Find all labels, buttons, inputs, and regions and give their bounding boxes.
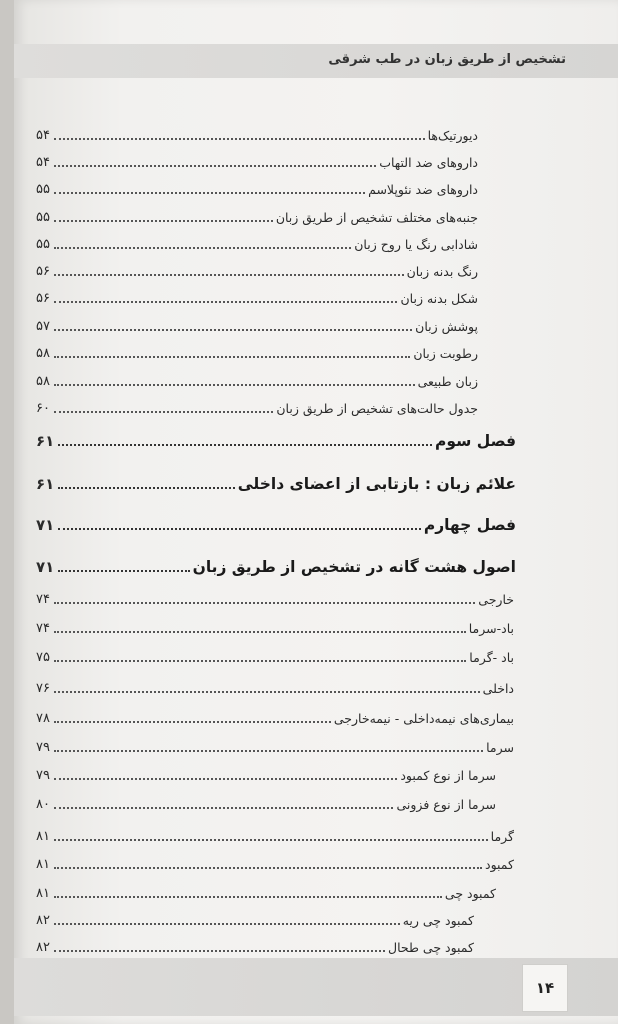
toc-entry <box>36 793 496 815</box>
toc-entry-title: باد-سرما <box>468 620 514 636</box>
toc-entry <box>36 825 514 847</box>
toc-entry-title: فصل سوم <box>435 432 516 450</box>
toc-entry-title: کمبود چی طحال <box>388 939 474 955</box>
leader-dots <box>54 923 400 925</box>
toc-entry-page: ۷۹ <box>36 767 50 783</box>
toc-entry-page: ۵۶ <box>36 290 50 306</box>
toc-entry-page: ۷۹ <box>36 739 50 755</box>
toc-entry-page: ۶۰ <box>36 400 50 416</box>
toc-entry-title: فصل چهارم <box>423 516 516 534</box>
table-of-contents <box>14 0 618 1024</box>
toc-entry-title: سرما از نوع فزونی <box>396 796 496 812</box>
toc-entry-title: کمبود چی <box>444 885 496 901</box>
leader-dots <box>54 750 483 752</box>
toc-entry-title: داروهای ضد نئوپلاسم <box>368 181 478 197</box>
toc-entry-page: ۷۴ <box>36 620 50 636</box>
toc-entry <box>36 617 514 639</box>
toc-entry <box>36 260 478 282</box>
toc-entry-title: گرما <box>490 828 514 844</box>
leader-dots <box>54 301 398 303</box>
toc-entry-page: ۵۵ <box>36 236 50 252</box>
toc-entry-title: جدول حالت‌های تشخیص از طریق زبان <box>276 400 478 416</box>
toc-entry-title: داروهای ضد التهاب <box>379 154 478 170</box>
toc-entry <box>36 588 514 610</box>
leader-dots <box>58 444 432 446</box>
toc-chapter-entry <box>36 471 516 497</box>
leader-dots <box>54 165 376 167</box>
toc-entry <box>36 178 478 200</box>
leader-dots <box>54 721 331 723</box>
toc-entry-page: ۶۱ <box>36 432 55 450</box>
toc-entry <box>36 342 478 364</box>
toc-entry <box>36 206 478 228</box>
leader-dots <box>54 247 351 249</box>
toc-entry-page: ۷۸ <box>36 710 50 726</box>
toc-entry <box>36 646 514 668</box>
toc-entry-page: ۵۴ <box>36 154 50 170</box>
toc-entry-title: زبان طبیعی <box>417 373 478 389</box>
leader-dots <box>54 192 365 194</box>
toc-entry-title: پوشش زبان <box>415 318 478 334</box>
toc-entry <box>36 287 478 309</box>
running-header-title: تشخیص از طریق زبان در طب شرقی <box>328 52 566 67</box>
toc-entry-page: ۵۵ <box>36 181 50 197</box>
leader-dots <box>58 487 234 489</box>
toc-entry-page: ۵۶ <box>36 263 50 279</box>
toc-entry-title: داخلی <box>482 680 514 696</box>
toc-entry-page: ۵۷ <box>36 318 50 334</box>
toc-entry-title: سرما <box>486 739 514 755</box>
leader-dots <box>54 660 466 662</box>
leader-dots <box>58 528 421 530</box>
toc-entry <box>36 707 514 729</box>
toc-entry-title: باد -گرما <box>469 649 514 665</box>
toc-entry-title: بیماری‌های نیمه‌داخلی - نیمه‌خارجی <box>333 710 514 726</box>
leader-dots <box>54 138 425 140</box>
leader-dots <box>54 220 273 222</box>
toc-entry-title: رنگ بدنه زبان <box>406 263 478 279</box>
leader-dots <box>58 570 189 572</box>
leader-dots <box>54 807 394 809</box>
toc-entry-title: شکل بدنه زبان <box>400 290 478 306</box>
leader-dots <box>54 691 480 693</box>
leader-dots <box>54 384 415 386</box>
toc-entry <box>36 151 478 173</box>
leader-dots <box>54 867 482 869</box>
toc-entry <box>36 233 478 255</box>
toc-entry-title: اصول هشت گانه در تشخیص از طریق زبان <box>192 558 516 576</box>
toc-entry <box>36 882 496 904</box>
leader-dots <box>54 329 412 331</box>
toc-entry-page: ۵۵ <box>36 209 50 225</box>
toc-entry-page: ۶۱ <box>36 475 55 493</box>
toc-entry <box>36 397 478 419</box>
toc-entry-page: ۷۶ <box>36 680 50 696</box>
leader-dots <box>54 896 442 898</box>
toc-chapter-entry <box>36 428 516 454</box>
toc-entry-page: ۵۸ <box>36 373 50 389</box>
page-number: ۱۴ <box>522 964 568 1012</box>
leader-dots <box>54 602 475 604</box>
toc-entry-page: ۷۱ <box>36 558 55 576</box>
toc-entry <box>36 909 474 931</box>
leader-dots <box>54 778 397 780</box>
toc-entry <box>36 677 514 699</box>
toc-entry-page: ۸۲ <box>36 912 50 928</box>
toc-entry-title: کمبود چی ریه <box>402 912 474 928</box>
toc-entry-title: سرما از نوع کمبود <box>400 767 496 783</box>
toc-entry <box>36 736 514 758</box>
toc-entry-page: ۷۵ <box>36 649 50 665</box>
leader-dots <box>54 839 488 841</box>
toc-entry-title: علائم زبان : بازتابی از اعضای داخلی <box>237 475 516 493</box>
toc-entry-title: خارجی <box>478 591 514 607</box>
leader-dots <box>54 356 410 358</box>
toc-entry <box>36 853 514 875</box>
toc-entry <box>36 370 478 392</box>
toc-chapter-entry <box>36 554 516 580</box>
toc-entry <box>36 315 478 337</box>
toc-entry-title: دیورتیک‌ها <box>427 127 478 143</box>
leader-dots <box>54 411 273 413</box>
toc-chapter-entry <box>36 512 516 538</box>
toc-entry-title: رطوبت زبان <box>413 345 478 361</box>
leader-dots <box>54 631 466 633</box>
toc-entry-page: ۸۰ <box>36 796 50 812</box>
toc-entry-title: جنبه‌های مختلف تشخیص از طریق زبان <box>275 209 478 225</box>
leader-dots <box>54 274 404 276</box>
toc-entry-page: ۸۱ <box>36 856 50 872</box>
toc-entry-page: ۷۴ <box>36 591 50 607</box>
toc-entry-page: ۸۲ <box>36 939 50 955</box>
toc-entry <box>36 936 474 958</box>
book-page <box>14 0 618 1024</box>
toc-entry-title: کمبود <box>485 856 514 872</box>
toc-entry-page: ۵۸ <box>36 345 50 361</box>
toc-entry-title: شادابی رنگ یا روح زبان <box>354 236 478 252</box>
toc-entry-page: ۸۱ <box>36 828 50 844</box>
toc-entry <box>36 764 496 786</box>
toc-entry-page: ۸۱ <box>36 885 50 901</box>
leader-dots <box>54 950 385 952</box>
toc-entry-page: ۷۱ <box>36 516 55 534</box>
toc-entry <box>36 124 478 146</box>
toc-entry-page: ۵۴ <box>36 127 50 143</box>
